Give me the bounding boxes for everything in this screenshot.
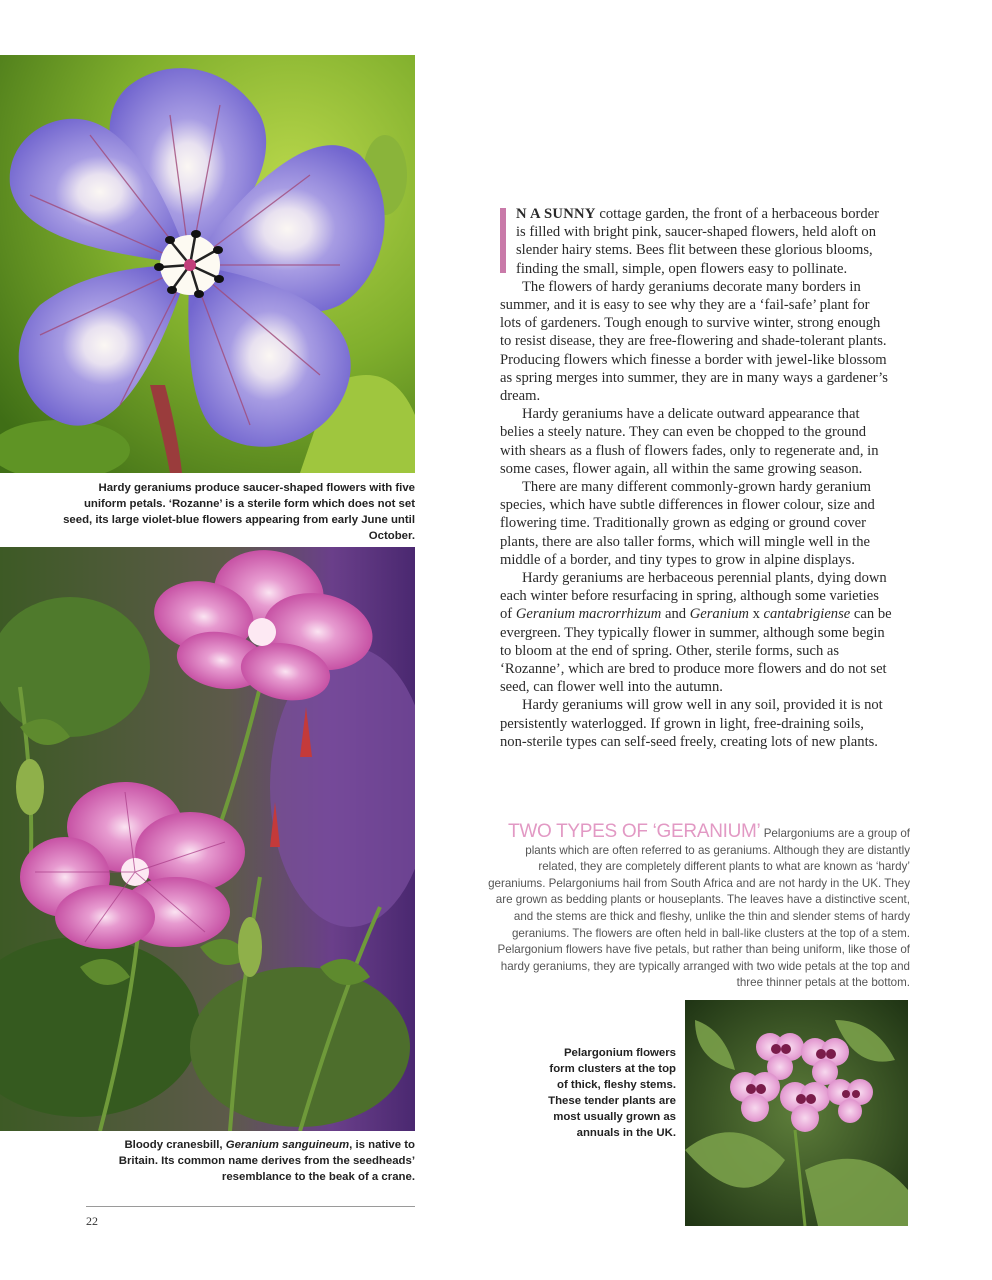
right-photo-caption (545, 1045, 676, 1141)
right-photo (685, 1000, 908, 1226)
article-text: and (661, 606, 690, 623)
article-text: cottage garden, the front of a herbaceous border is filled with bright pink, saucer-shaped flowers, held aloft on slender hairy stems. Bees flit between these glorious blooms, finding the small, simple, open flowers easy to pollinate. (516, 206, 879, 277)
pelargonium-image (685, 1000, 908, 1226)
article-latin: cantabrigiense (763, 606, 851, 623)
article-body (500, 205, 892, 751)
middle-photo (0, 547, 415, 1131)
sidebar-text: Pelargoniums are a group of plants which are often referred to as geraniums. Although they are distantly related, they are completely different plants to what are known as ‘hardy’ geraniums. Pelargoniums hail from South Africa and are not hardy in the UK. They are grown as bedding plants or houseplants. The leaves have a distinctive scent, and the stems are thick and fleshy, unlike the thin and slender stems of hardy geraniums. The flowers are often held in ball-like clusters at the top of a stem. Pelargonium flowers have five petals, but rather than being uniform, like those of hardy geraniums, they are typically arranged with two wide petals at the top and three thinner petals at the bottom. (488, 827, 910, 990)
article-lead-caps: N A SUNNY (516, 206, 596, 222)
article-text: can be evergreen. They typically flower in summer, although some begin to bloom at the end of spring. Other, sterile forms, such as ‘Rozanne’, which are bred to produce more flowers and do not set seed, can flower well into the autumn. (500, 606, 892, 696)
middle-caption-part: , is native to Britain. Its common name derives from the seedheads’ resemblance to the beak of a crane. (118, 1139, 415, 1183)
article-text: x (748, 606, 764, 623)
middle-caption-text (112, 1137, 415, 1185)
geranium-sanguineum-image (0, 547, 415, 1131)
article-paragraph (500, 205, 892, 278)
article-latin: Geranium (689, 606, 749, 623)
top-photo (0, 55, 415, 473)
geranium-rozanne-image (0, 55, 415, 473)
right-caption-text: Pelargonium flowers form clusters at the top of thick, fleshy stems. These tender plants are most usually grown as annuals in the UK. (548, 1047, 676, 1139)
article-paragraph: Hardy geraniums have a delicate outward appearance that belies a steely nature. They can even be chopped to the ground with shears as a flush of flowers fades, only to regenerate and, in some cases, flower again, all within the same growing season. (500, 406, 879, 477)
sidebar-heading: TWO TYPES OF ‘GERANIUM’ (508, 821, 761, 842)
article-paragraph: There are many different commonly-grown hardy geranium species, which have subtle differences in flower colour, size and flowering time. Traditionally grown as edging or ground cover plants, there are also taller forms, which will mingle well in the middle of a border, and tiny types to grow in alpine displays. (500, 479, 875, 568)
middle-photo-caption (112, 1137, 415, 1185)
sidebar-box (486, 821, 910, 992)
top-caption-text: Hardy geraniums produce saucer-shaped flowers with five uniform petals. ‘Rozanne’ is a sterile form which does not set seed, its large violet-blue flowers appearing from early June until October. (63, 482, 415, 542)
top-photo-caption (62, 480, 415, 544)
footer-rule (86, 1206, 415, 1207)
middle-caption-part: Bloody cranesbill, (124, 1139, 226, 1151)
article-paragraph (500, 569, 892, 696)
page-number: 22 (86, 1214, 98, 1228)
article-text: Hardy geraniums are herbaceous perennial plants, dying down each winter before resurfacing in spring, although some varieties of (500, 570, 887, 623)
article-latin: Geranium macrorrhizum (515, 606, 662, 623)
middle-caption-latin: Geranium sanguineum (225, 1139, 350, 1151)
article-paragraph: Hardy geraniums will grow well in any soil, provided it is not persistently waterlogged. If grown in light, free-draining soils, non-sterile types can self-seed freely, creating lots of new plants. (500, 697, 883, 750)
article-paragraph: The flowers of hardy geraniums decorate many borders in summer, and it is easy to see why they are a ‘fail-safe’ plant for lots of gardeners. Tough enough to survive winter, strong enough to resist disease, they are free-flowering and shade-tolerant plants. Producing flowers which finesse a border with jewel-like blossom as spring merges into summer, they are in many ways a gardener’s dream. (500, 278, 888, 405)
